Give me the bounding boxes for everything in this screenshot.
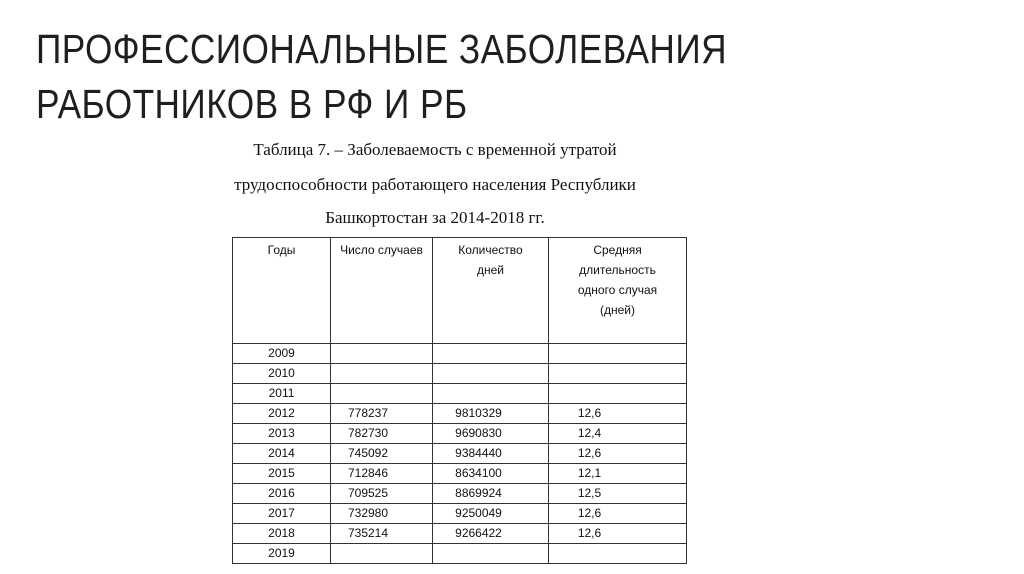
year-cell: 2018: [233, 524, 331, 544]
days-cell: 9250049: [433, 504, 549, 524]
year-cell: 2019: [233, 544, 331, 564]
table-caption-line-2: трудоспособности работающего населения Республики: [234, 175, 636, 194]
avg-duration-cell: 12,4: [549, 424, 687, 444]
days-cell: 9266422: [433, 524, 549, 544]
cases-cell: [331, 384, 433, 404]
cases-cell: 745092: [331, 444, 433, 464]
header-line: (дней): [600, 303, 635, 317]
table-header-row: [233, 238, 687, 344]
year-cell: 2011: [233, 384, 331, 404]
table-row: [233, 464, 687, 484]
year-cell: 2009: [233, 344, 331, 364]
cases-cell: 778237: [331, 404, 433, 424]
days-cell: [433, 344, 549, 364]
days-cell: [433, 544, 549, 564]
header-line: длительность: [579, 263, 656, 277]
year-cell: 2014: [233, 444, 331, 464]
avg-duration-cell: 12,5: [549, 484, 687, 504]
year-cell: 2016: [233, 484, 331, 504]
header-years: [233, 238, 331, 344]
table-row: [233, 424, 687, 444]
table-caption-line-3: Башкортостан за 2014-2018 гг.: [325, 208, 545, 227]
cases-cell: [331, 364, 433, 384]
cases-cell: 735214: [331, 524, 433, 544]
days-cell: [433, 384, 549, 404]
table-row: [233, 544, 687, 564]
header-cases: [331, 238, 433, 344]
table-row: [233, 504, 687, 524]
cases-cell: [331, 344, 433, 364]
table-caption-line-1: Таблица 7. – Заболеваемость с временной утратой: [253, 140, 617, 159]
table-row: [233, 404, 687, 424]
avg-duration-cell: [549, 344, 687, 364]
header-days: [433, 238, 549, 344]
header-line: Количество: [458, 243, 523, 257]
avg-duration-cell: 12,6: [549, 404, 687, 424]
avg-duration-cell: 12,6: [549, 504, 687, 524]
avg-duration-cell: [549, 384, 687, 404]
avg-duration-cell: 12,6: [549, 444, 687, 464]
table-row: [233, 384, 687, 404]
avg-duration-cell: [549, 544, 687, 564]
cases-cell: 782730: [331, 424, 433, 444]
cases-cell: 709525: [331, 484, 433, 504]
header-avg-duration: [549, 238, 687, 344]
header-line: Годы: [267, 243, 296, 257]
table-row: [233, 344, 687, 364]
year-cell: 2017: [233, 504, 331, 524]
avg-duration-cell: 12,6: [549, 524, 687, 544]
days-cell: 9810329: [433, 404, 549, 424]
year-cell: 2015: [233, 464, 331, 484]
days-cell: 9690830: [433, 424, 549, 444]
table-row: [233, 444, 687, 464]
year-cell: 2013: [233, 424, 331, 444]
cases-cell: 712846: [331, 464, 433, 484]
header-line: одного случая: [577, 283, 658, 297]
avg-duration-cell: 12,1: [549, 464, 687, 484]
cases-cell: 732980: [331, 504, 433, 524]
header-line: Число случаев: [340, 243, 423, 257]
cases-cell: [331, 544, 433, 564]
header-line: дней: [476, 263, 504, 277]
avg-duration-cell: [549, 364, 687, 384]
data-table: [232, 237, 687, 564]
table-row: [233, 484, 687, 504]
header-line: Средняя: [593, 243, 642, 257]
year-cell: 2010: [233, 364, 331, 384]
days-cell: [433, 364, 549, 384]
table-row: [233, 524, 687, 544]
slide-title-line-2: РАБОТНИКОВ В РФ И РБ: [36, 81, 468, 127]
days-cell: 9384440: [433, 444, 549, 464]
slide-title-line-1: ПРОФЕССИОНАЛЬНЫЕ ЗАБОЛЕВАНИЯ: [36, 26, 727, 72]
table-row: [233, 364, 687, 384]
slide-title: [36, 22, 844, 132]
days-cell: 8869924: [433, 484, 549, 504]
year-cell: 2012: [233, 404, 331, 424]
days-cell: 8634100: [433, 464, 549, 484]
